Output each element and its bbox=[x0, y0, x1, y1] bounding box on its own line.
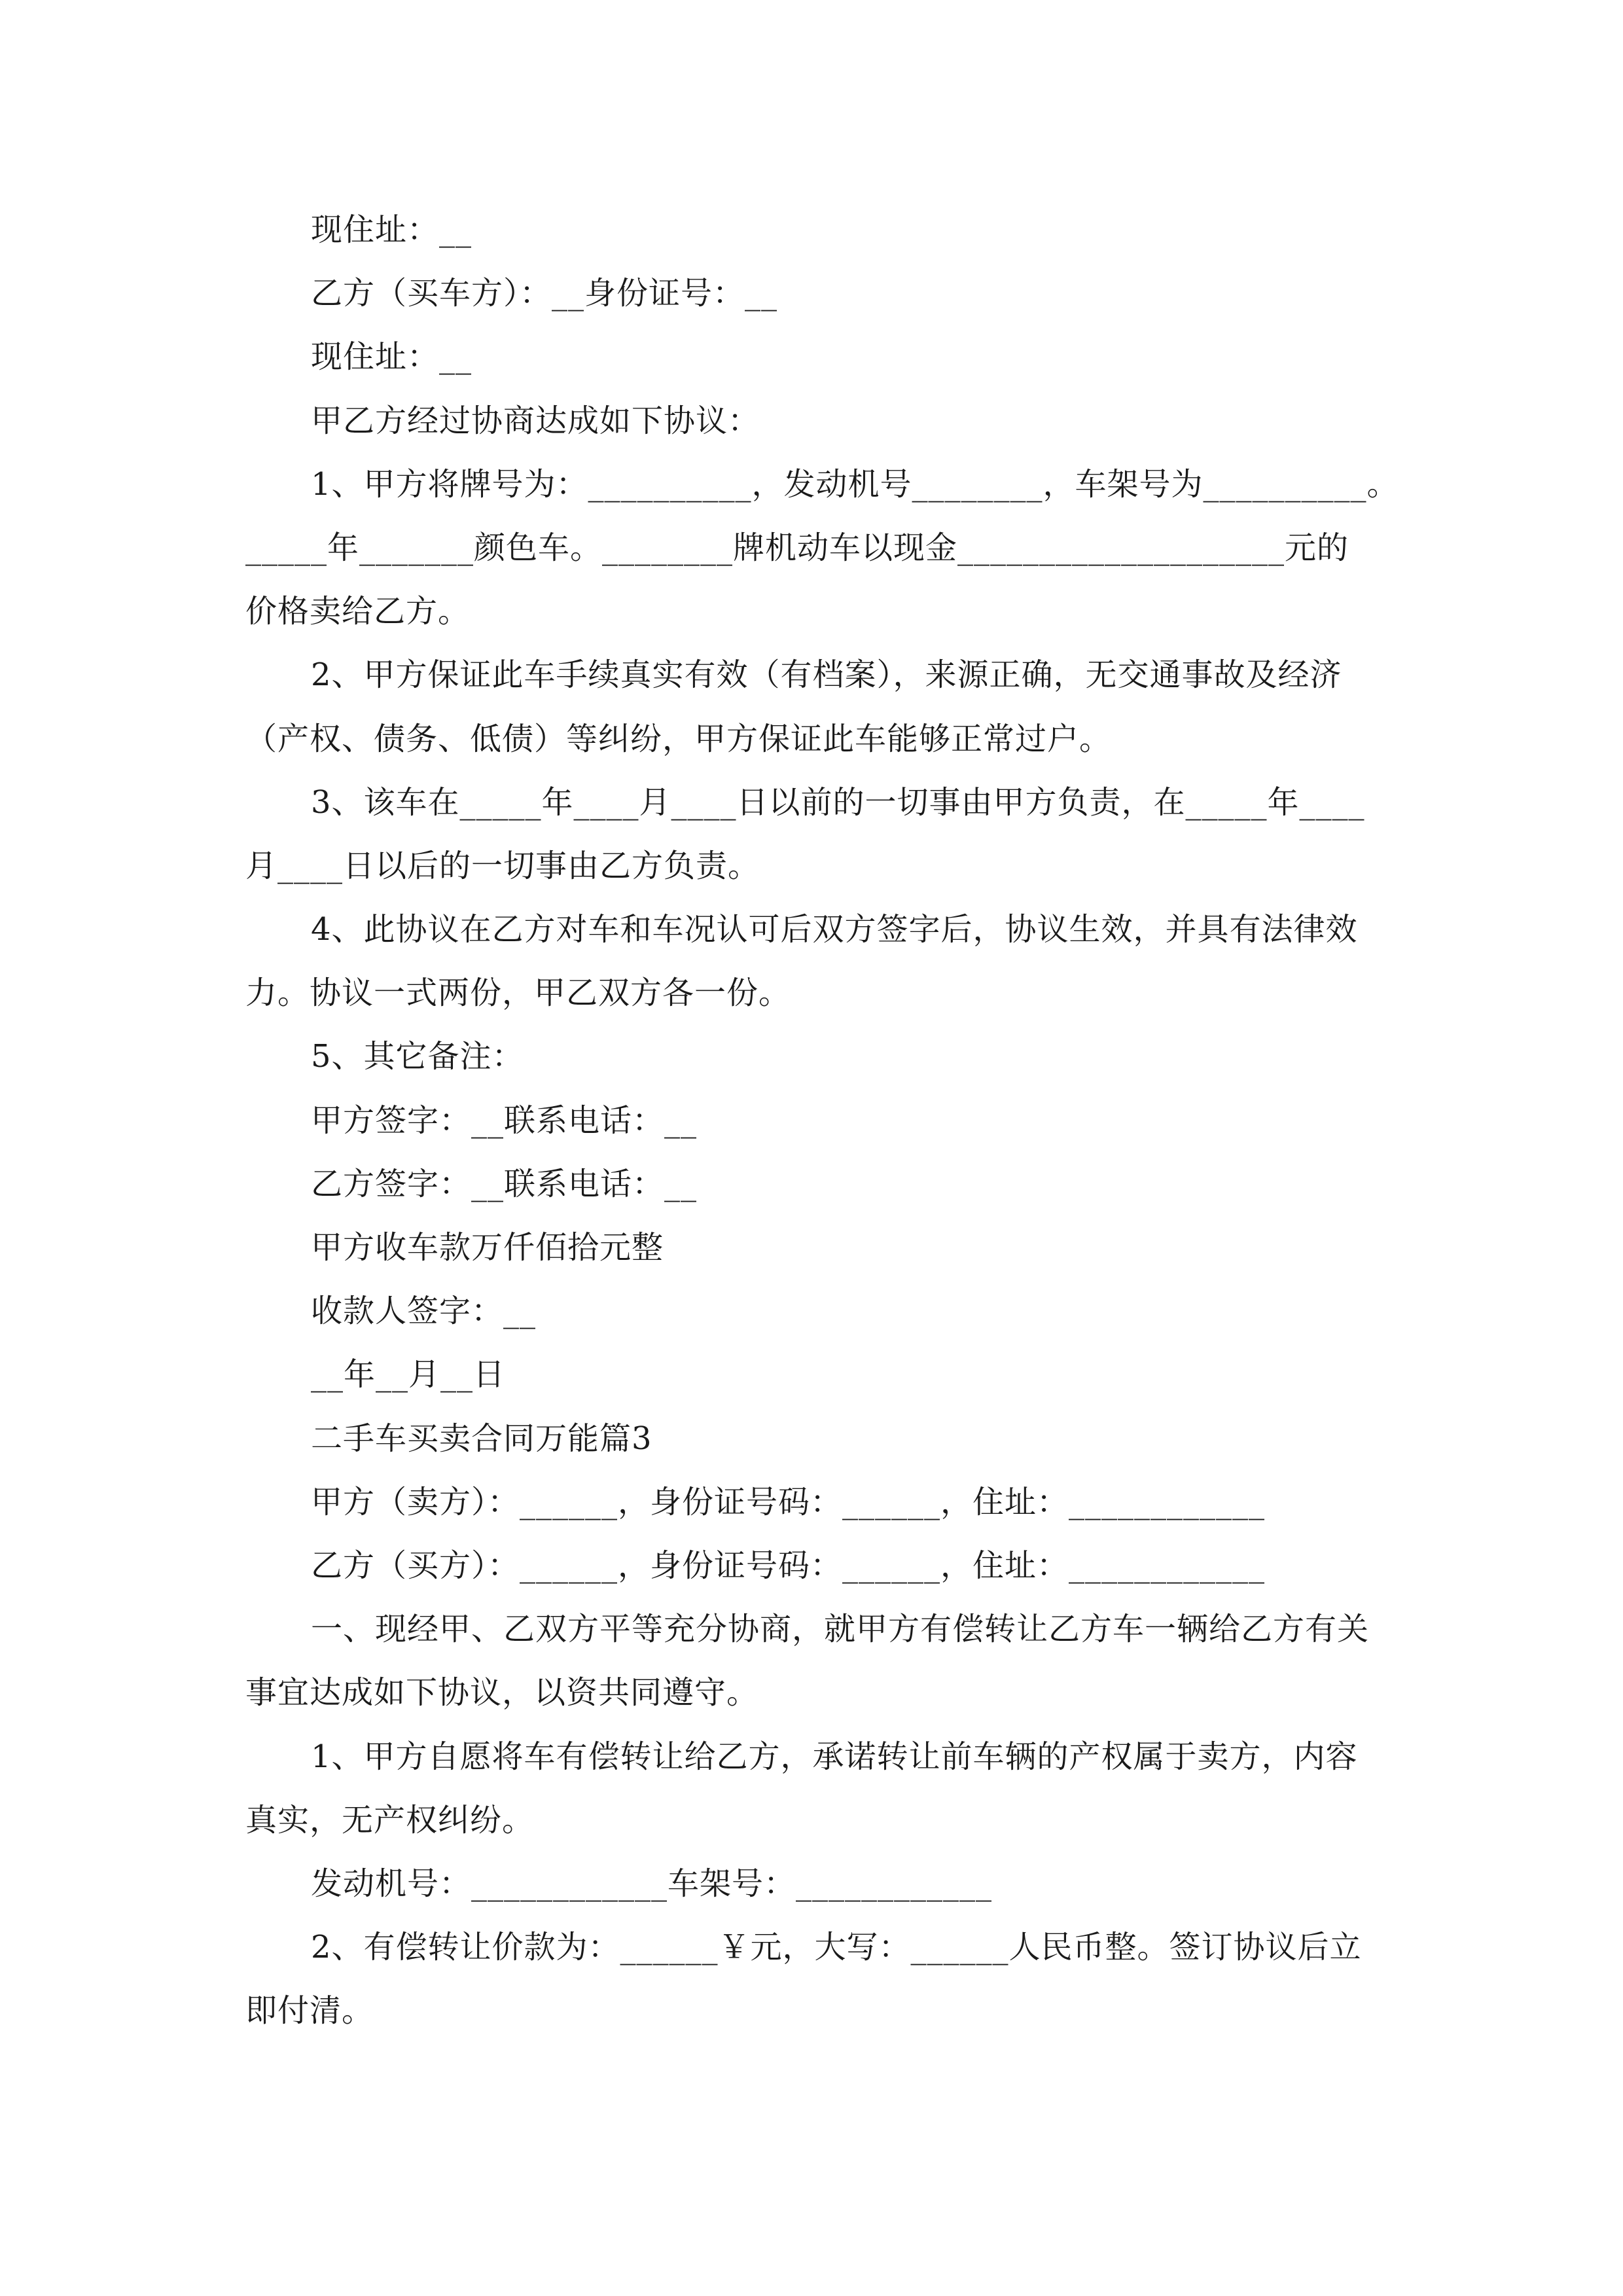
text-line: 价格卖给乙方。 bbox=[245, 593, 471, 630]
text-line: 发动机号：____________车架号：____________ bbox=[311, 1865, 993, 1902]
text-line: 乙方签字：__联系电话：__ bbox=[311, 1165, 698, 1202]
text-line: 现住址：__ bbox=[311, 211, 473, 248]
text-line: 力。协议一式两份，甲乙双方各一份。 bbox=[245, 975, 791, 1012]
text-line: 二手车买卖合同万能篇3 bbox=[311, 1420, 652, 1457]
text-line: 乙方（买车方）：__身份证号：__ bbox=[311, 275, 778, 312]
text-line: 2、甲方保证此车手续真实有效（有档案），来源正确，无交通事故及经济 bbox=[311, 656, 1342, 694]
text-line: 甲方收车款万仟佰拾元整 bbox=[311, 1229, 664, 1266]
text-line: 5、其它备注： bbox=[311, 1038, 524, 1075]
text-line: _____年_______颜色车。________牌机动车以现金____________________元的 bbox=[245, 529, 1349, 566]
text-line: 甲乙方经过协商达成如下协议： bbox=[311, 402, 760, 439]
text-line: 即付清。 bbox=[245, 1992, 374, 2030]
contract-text bbox=[245, 198, 1399, 2043]
text-line: 收款人签字：__ bbox=[311, 1293, 537, 1330]
text-line: 甲方（卖方）：______，身份证号码：______，住址：____________ bbox=[311, 1483, 1266, 1520]
text-line: __年__月__日 bbox=[311, 1356, 506, 1393]
text-line: 2、有偿转让价款为：______￥元，大写：______人民币整。签订协议后立 bbox=[311, 1929, 1362, 1966]
text-line: 一、现经甲、乙双方平等充分协商，就甲方有偿转让乙方车一辆给乙方有关 bbox=[311, 1611, 1370, 1648]
text-line: 乙方（买方）：______，身份证号码：______，住址：____________ bbox=[311, 1547, 1266, 1584]
text-line: 甲方签字：__联系电话：__ bbox=[311, 1102, 698, 1139]
text-line: 4、此协议在乙方对车和车况认可后双方签字后，协议生效，并具有法律效 bbox=[311, 911, 1358, 948]
text-line: 月____日以后的一切事由乙方负责。 bbox=[245, 847, 760, 884]
text-line: 事宜达成如下协议，以资共同遵守。 bbox=[245, 1674, 759, 1712]
text-line: 1、甲方自愿将车有偿转让给乙方，承诺转让前车辆的产权属于卖方，内容 bbox=[311, 1738, 1358, 1775]
text-line: 现住址：__ bbox=[311, 338, 473, 376]
text-line: 1、甲方将牌号为：__________，发动机号________，车架号为__________。 bbox=[311, 465, 1399, 503]
text-line: 真实，无产权纠纷。 bbox=[245, 1801, 535, 1839]
text-line: （产权、债务、低债）等纠纷，甲方保证此车能够正常过户。 bbox=[245, 720, 1112, 757]
text-line: 3、该车在_____年____月____日以前的一切事由甲方负责，在_____年____ bbox=[311, 783, 1365, 821]
